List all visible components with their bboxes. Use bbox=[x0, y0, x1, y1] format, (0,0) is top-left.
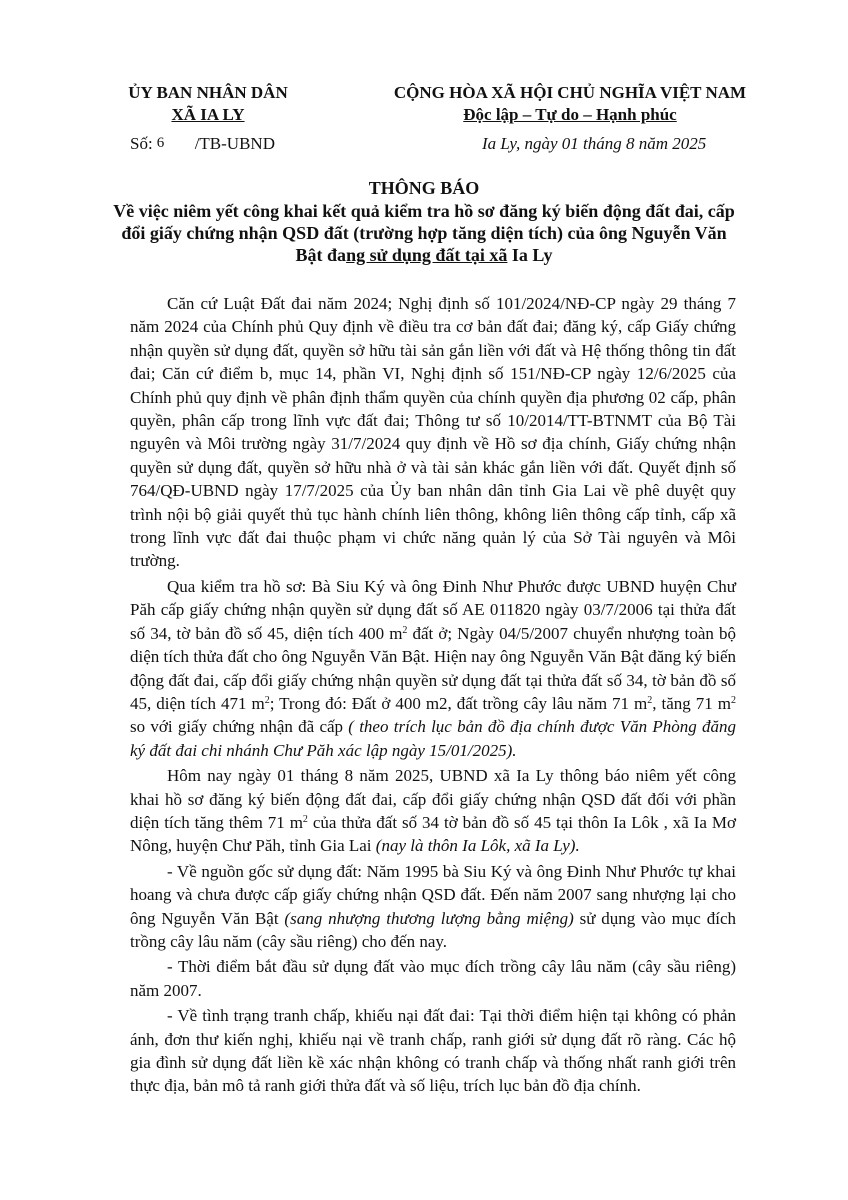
p3-sup: 2 bbox=[302, 813, 308, 825]
p3-italic: (nay là thôn Ia Lôk, xã Ia Ly). bbox=[375, 836, 580, 856]
document-subtitle bbox=[112, 200, 736, 266]
p2-text-b: đất ở; Ngày 04/5/2007 chuyển nhượng toàn bộ diện tích thửa đất cho ông Nguyễn Văn Bật. Hiện nay ông Nguyễn Văn Bật đăng ký biến động đất đai, cấp đổi giấy chứng nhận quyền sử dụng đất tại thửa đất số 34, tờ bản đồ số 45, diện tích 471 m bbox=[130, 623, 736, 713]
p3-text-a: Hôm nay ngày 01 tháng 8 năm 2025, UBND xã Ia Ly thông báo niêm yết công khai hồ sơ đăng ký biến động đất đai, cấp đổi giấy chứng nhận QSD đất đối với phần diện tích tăng thêm 71 m bbox=[130, 766, 736, 832]
document-title: THÔNG BÁO bbox=[368, 178, 480, 198]
issuing-authority bbox=[108, 82, 308, 126]
p4-text-a: - Về nguồn gốc sử dụng đất: Năm 1995 bà Siu Ký và ông Đinh Như Phước tự khai hoang và chưa được cấp giấy chứng nhận QSD đất. Đến năm 2007 sang nhượng lại cho ông Nguyễn Văn Bật bbox=[130, 861, 736, 928]
date-line: Ia Ly, ngày 01 tháng 8 năm 2025 bbox=[482, 134, 707, 153]
p4-text-b: sử dụng vào mục đích trồng cây lâu năm (cây sầu riêng) cho đến nay. bbox=[130, 908, 736, 951]
subtitle-part1: Về việc niêm yết công khai kết quả kiểm tra hồ sơ đăng ký biến động đất đai, cấp đổi giấy chứng nhận QSD đất (trường hợp tăng diện tích) của ông Nguyễn Văn Bật đa bbox=[113, 201, 735, 265]
paragraph-legal-basis: Căn cứ Luật Đất đai năm 2024; Nghị định số 101/2024/NĐ-CP ngày 29 tháng 7 năm 2024 của Chính phủ Quy định về điều tra cơ bản đất đai; đăng ký, cấp Giấy chứng nhận quyền sử dụng đất, quyền sở hữu tài sản gắn liền với đất và Hệ thống thông tin đất đai; Căn cứ điểm b, mục 14, phần VI, Nghị định số 151/NĐ-CP ngày 12/6/2025 của Chính phủ quy định về phân định thẩm quyền của chính quyền địa phương 02 cấp, phân quyền, phân cấp trong lĩnh vực đất đai; Thông tư số 10/2014/TT-BTNMT của Bộ Tài nguyên và Môi trường ngày 31/7/2024 quy định về Hồ sơ địa chính, Giấy chứng nhận quyền sử dụng đất, quyền sở hữu nhà ở và tài sản khác gắn liền với đất. Quyết định số 764/QĐ-UBND ngày 17/7/2025 của Ủy ban nhân dân tỉnh Gia Lai về phê duyệt quy trình nội bộ giải quyết thủ tục hành chính liên thông, không liên thông cấp tỉnh, cấp xã trong lĩnh vực đất đai thuộc phạm vi chức năng quản lý của Sở Tài nguyên và Môi trường. bbox=[130, 294, 736, 571]
p2-text-c: ; Trong đó: Đất ở 400 m2, đất trồng cây lâu năm 71 m bbox=[269, 693, 648, 713]
p4-italic: (sang nhượng thương lượng bằng miệng) bbox=[284, 908, 574, 928]
document-number bbox=[130, 134, 275, 154]
authority-line1: ỦY BAN NHÂN DÂN bbox=[128, 83, 288, 102]
so-number: 6 bbox=[156, 135, 165, 151]
paragraph-land-origin bbox=[130, 860, 736, 954]
subtitle-part3: Ia Ly bbox=[507, 245, 553, 265]
paragraph-usage-start: - Thời điểm bắt đầu sử dụng đất vào mục đích trồng cây lâu năm (cây sầu riêng) năm 2007. bbox=[130, 957, 736, 1000]
p2-text-a: Qua kiểm tra hồ sơ: Bà Siu Ký và ông Đinh Như Phước được UBND huyện Chư Păh cấp giấy chứng nhận quyền sử dụng đất số AE 011820 ngày 03/7/2006 tại thửa đất số 34, tờ bản đồ số 45, diện tích 400 m bbox=[130, 576, 736, 643]
paragraph-inspection bbox=[130, 575, 736, 762]
p2-text-e: so với giấy chứng nhận đã cấp bbox=[130, 717, 349, 737]
p2-sup3: 2 bbox=[647, 694, 653, 706]
document-body bbox=[130, 292, 736, 1098]
p2-text-d: , tăng 71 m bbox=[652, 693, 731, 713]
paragraph-dispute-status: - Về tình trạng tranh chấp, khiếu nại đất đai: Tại thời điểm hiện tại không có phản ánh, đơn thư kiến nghị, khiếu nại về tranh chấp, ranh giới sử dụng đất rõ ràng. Các hộ gia đình sử dụng đất liền kề xác nhận không có tranh chấp và thống nhất ranh giới trên thực địa, bản mô tả ranh giới thửa đất và số liệu, trích lục bản đồ địa chính. bbox=[130, 1006, 736, 1096]
nation-line1: CỘNG HÒA XÃ HỘI CHỦ NGHĨA VIỆT NAM bbox=[393, 83, 747, 102]
nation-line2: Độc lập – Tự do – Hạnh phúc bbox=[463, 105, 677, 124]
p2-sup4: 2 bbox=[731, 694, 736, 706]
so-suffix: /TB-UBND bbox=[194, 134, 275, 153]
p2-sup1: 2 bbox=[402, 624, 408, 636]
so-label: Số: bbox=[130, 134, 153, 153]
p2-sup2: 2 bbox=[264, 694, 270, 706]
subtitle-part2: ng sử dụng đất tại xã bbox=[346, 245, 508, 265]
p2-italic: ( theo trích lục bản đồ địa chính được Văn Phòng đăng ký đất đai chi nhánh Chư Păh xác lập ngày 15/01/2025). bbox=[130, 717, 736, 760]
p3-text-b: của thửa đất số 34 tờ bản đồ số 45 tại thôn Ia Lôk , xã Ia Mơ Nông, huyện Chư Păh, tỉnh Gia Lai bbox=[130, 812, 736, 856]
national-motto bbox=[360, 82, 780, 126]
authority-line2: XÃ IA LY bbox=[171, 105, 245, 124]
paragraph-announcement bbox=[130, 764, 736, 858]
